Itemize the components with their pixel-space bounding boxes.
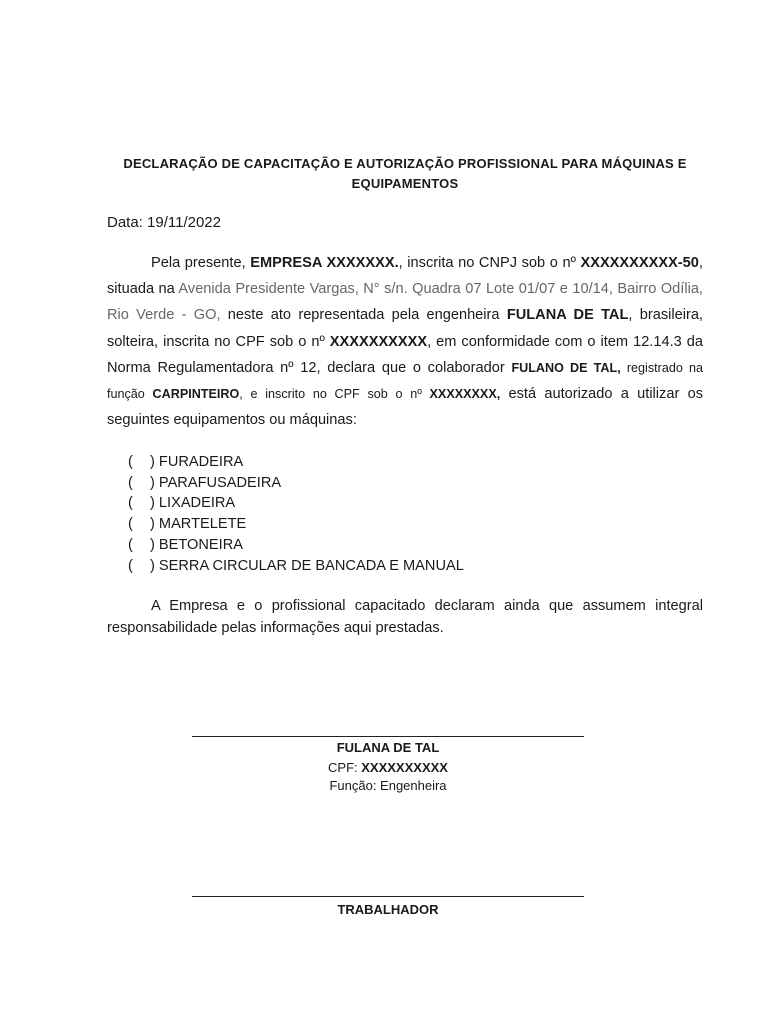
- checkbox-paren: (: [128, 454, 133, 470]
- signature-line-worker: [192, 896, 584, 897]
- equipment-list: [128, 452, 464, 576]
- text-segment: , situada na: [107, 255, 703, 298]
- document-title: DECLARAÇÃO DE CAPACITAÇÃO E AUTORIZAÇÃO PROFISSIONAL PARA MÁQUINAS E EQUIPAMENTOS: [123, 156, 687, 191]
- checkbox-paren: (: [128, 557, 133, 574]
- text-segment: , e inscrito no CPF sob o nº: [239, 387, 430, 402]
- checkbox-paren: (: [128, 516, 133, 533]
- equipment-item: [128, 493, 464, 514]
- engineer-cpf: XXXXXXXXXX: [329, 333, 428, 350]
- text-segment: Pela presente,: [151, 255, 251, 271]
- text-segment: neste ato representada pela engenheira: [220, 307, 507, 324]
- text-segment: registrado na função: [107, 360, 703, 402]
- equipment-label: ) SERRA CIRCULAR DE BANCADA E MANUAL: [150, 557, 464, 574]
- text-segment: está autorizado a utilizar os seguintes equipamentos ou máquinas:: [107, 386, 703, 429]
- equipment-item: [128, 452, 464, 473]
- worker-role: CARPINTEIRO: [152, 387, 240, 402]
- worker-name: FULANO DE TAL,: [511, 360, 621, 375]
- signature-name-worker: TRABALHADOR: [337, 902, 439, 917]
- text-segment: , em conformidade com o item 12.14.3 da Norma Regulamentadora nº 12, declara que o colaborador: [107, 333, 703, 376]
- cpf-label: CPF:: [328, 760, 362, 775]
- signature-name-engineer: FULANA DE TAL: [336, 740, 440, 755]
- signature-role-engineer: Função: Engenheira: [329, 778, 447, 793]
- equipment-item: [128, 473, 464, 494]
- signature-cpf-engineer: [192, 758, 584, 777]
- equipment-item: [128, 556, 464, 577]
- company-name: EMPRESA XXXXXXX.: [250, 255, 399, 271]
- equipment-label: ) FURADEIRA: [150, 454, 244, 470]
- equipment-label: ) BETONEIRA: [150, 536, 243, 553]
- equipment-label: ) MARTELETE: [150, 516, 247, 533]
- cpf-value: XXXXXXXXXX: [361, 760, 448, 775]
- document-date: Data: 19/11/2022: [107, 214, 221, 231]
- equipment-label: ) LIXADEIRA: [150, 495, 236, 512]
- text-segment: , inscrita no CNPJ sob o nº: [398, 255, 581, 271]
- declaration-paragraph: [107, 250, 703, 433]
- checkbox-paren: (: [128, 474, 133, 491]
- equipment-label: ) PARAFUSADEIRA: [150, 474, 282, 491]
- company-address: Avenida Presidente Vargas, N° s/n. Quadra 07 Lote 01/07 e 10/14, Bairro Odília, Rio Verde - GO,: [107, 281, 703, 324]
- equipment-item: [128, 514, 464, 535]
- worker-cpf: XXXXXXXX,: [429, 387, 501, 402]
- responsibility-paragraph: A Empresa e o profissional capacitado declaram ainda que assumem integral responsabilidade pelas informações aqui prestadas.: [107, 598, 703, 636]
- equipment-item: [128, 535, 464, 556]
- company-cnpj: XXXXXXXXXX-50: [580, 255, 699, 271]
- checkbox-paren: (: [128, 495, 133, 512]
- checkbox-paren: (: [128, 536, 133, 553]
- signature-line-engineer: [192, 736, 584, 737]
- text-segment: , brasileira, solteira, inscrita no CPF sob o nº: [107, 307, 703, 350]
- engineer-name: FULANA DE TAL: [506, 307, 629, 324]
